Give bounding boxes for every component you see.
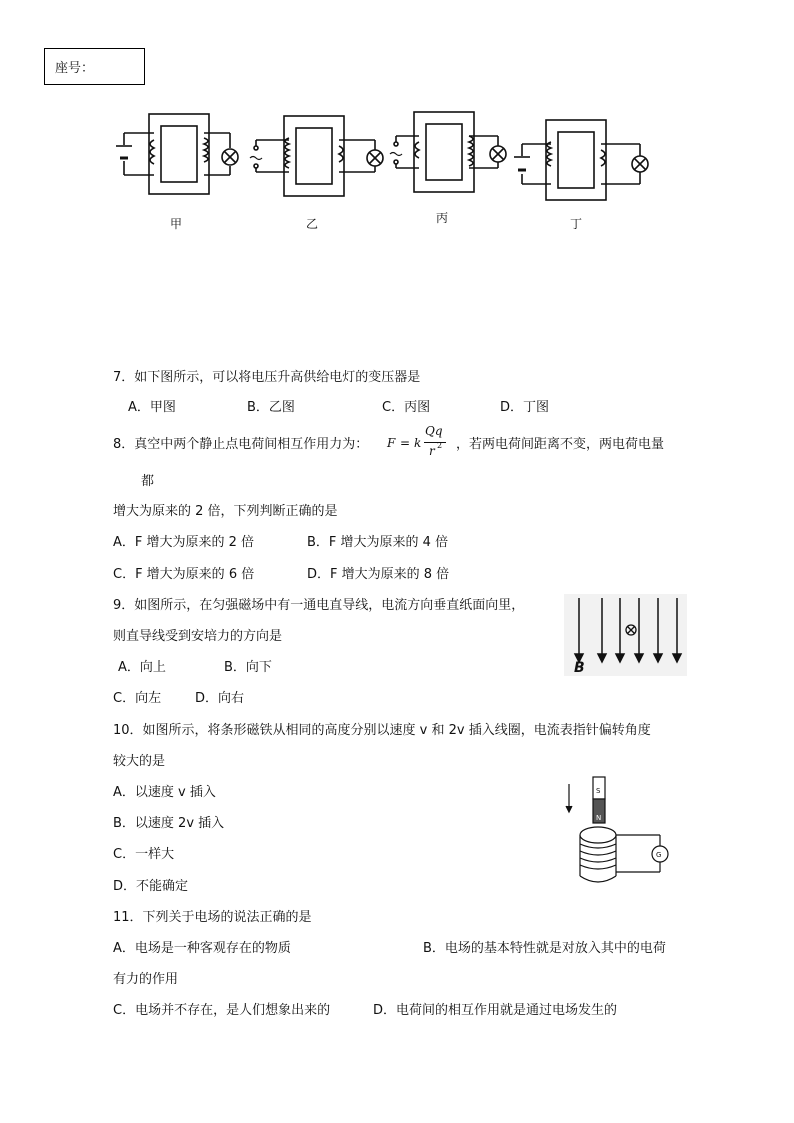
transformer-yi xyxy=(250,116,383,196)
q8-stem-before: 8．真空中两个静止点电荷间相互作用力为： xyxy=(113,437,369,452)
formula-fraction-bar xyxy=(424,442,446,443)
q8-stem-wrap: 都 xyxy=(141,474,155,489)
q10-stem: 10．如图所示，将条形磁铁从相同的高度分别以速度 v 和 2v 插入线圈，电流表指针偏转角度 xyxy=(113,723,651,738)
q10-stem-line2: 较大的是 xyxy=(113,754,166,769)
q11-option-d: D．电荷间的相互作用就是通过电场发生的 xyxy=(373,1003,618,1018)
formula-k: k xyxy=(414,436,422,450)
q10-option-a: A．以速度 v 插入 xyxy=(113,785,216,800)
formula-lhs: F xyxy=(387,436,396,450)
magnetic-field-figure xyxy=(564,594,687,676)
q7-stem: 7．如下图所示，可以将电压升高供给电灯的变压器是 xyxy=(113,370,421,385)
q9-option-c: C．向左 xyxy=(113,691,162,706)
formula-denominator: r xyxy=(429,444,435,458)
q10-option-c: C．一样大 xyxy=(113,847,175,862)
label-jia: 甲 xyxy=(170,217,183,231)
q7-option-c: C．丙图 xyxy=(382,400,431,415)
q10-option-b: B．以速度 2v 插入 xyxy=(113,816,225,831)
q9-option-a: A．向上 xyxy=(118,660,166,675)
q9-stem: 9．如图所示，在匀强磁场中有一通电直导线，电流方向垂直纸面向里， xyxy=(113,598,525,613)
q9-option-b: B．向下 xyxy=(224,660,272,675)
q7-option-d: D．丁图 xyxy=(500,400,550,415)
q8-stem-line2: 增大为原来的 2 倍，下列判断正确的是 xyxy=(113,504,338,519)
transformer-figure xyxy=(110,108,650,238)
q8-option-a: A．F 增大为原来的 2 倍 xyxy=(113,535,255,550)
magnet-coil-figure xyxy=(560,772,675,888)
magnet-label-s: S xyxy=(596,787,601,795)
formula-exponent: 2 xyxy=(437,441,443,450)
q11-option-b: B．电场的基本特性就是对放入其中的电荷 xyxy=(423,941,666,956)
q8-option-d: D．F 增大为原来的 8 倍 xyxy=(307,567,450,582)
field-label-b: B xyxy=(574,660,585,676)
q10-option-d: D．不能确定 xyxy=(113,879,189,894)
q11-option-c: C．电场并不存在，是人们想象出来的 xyxy=(113,1003,331,1018)
q8-formula xyxy=(387,424,457,462)
label-yi: 乙 xyxy=(306,217,319,231)
q8-stem-after: ，若两电荷间距离不变，两电荷电量 xyxy=(456,437,665,452)
q8-option-c: C．F 增大为原来的 6 倍 xyxy=(113,567,255,582)
q9-option-d: D．向右 xyxy=(195,691,245,706)
q7-option-b: B．乙图 xyxy=(247,400,295,415)
q9-stem-line2: 则直导线受到安培力的方向是 xyxy=(113,629,283,644)
transformer-ding xyxy=(514,120,648,200)
q11-stem: 11．下列关于电场的说法正确的是 xyxy=(113,910,312,925)
q11-option-b-wrap: 有力的作用 xyxy=(113,972,179,987)
q7-option-a: A．甲图 xyxy=(128,400,176,415)
magnet-label-n: N xyxy=(596,814,602,822)
label-ding: 丁 xyxy=(570,217,583,231)
q8-option-b: B．F 增大为原来的 4 倍 xyxy=(307,535,449,550)
formula-numerator: Qq xyxy=(425,424,443,438)
q11-option-a: A．电场是一种客观存在的物质 xyxy=(113,941,291,956)
seat-number-box xyxy=(44,48,145,85)
galvanometer-label: G xyxy=(656,851,662,859)
transformer-bing xyxy=(390,112,506,192)
seat-label: 座号： xyxy=(55,61,95,76)
transformer-jia xyxy=(116,114,238,194)
label-bing: 丙 xyxy=(436,211,449,225)
formula-eq: = xyxy=(400,436,411,450)
